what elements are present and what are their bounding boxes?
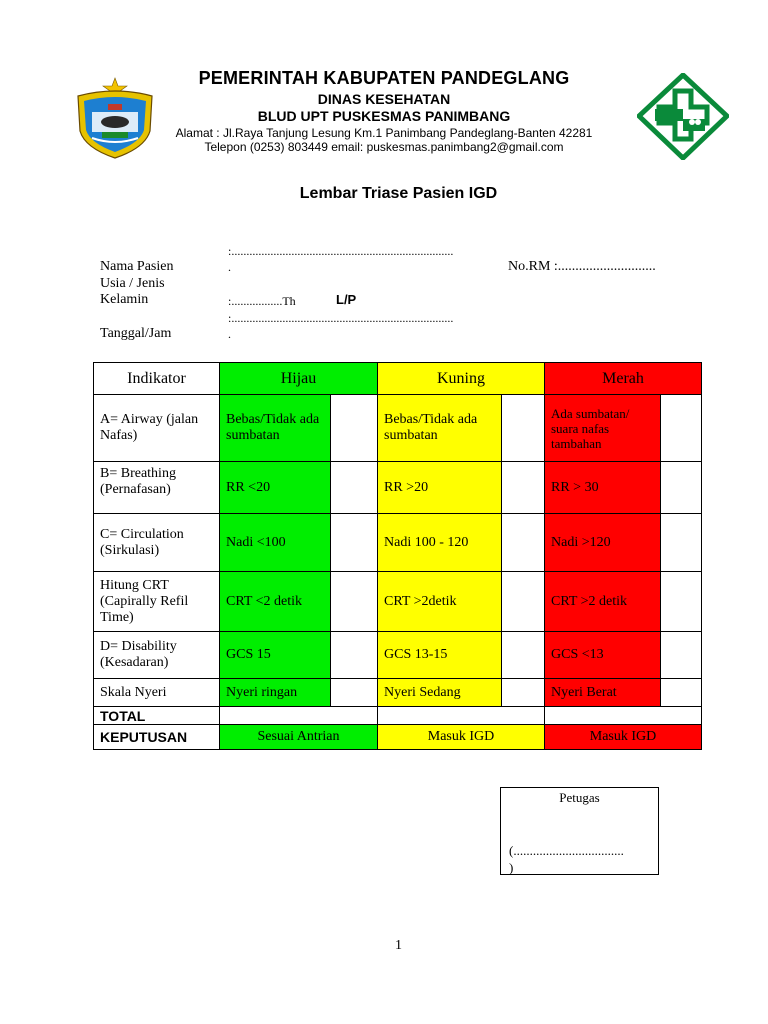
signature-line: (..................................: [509, 843, 624, 858]
yellow-cell: GCS 13-15: [378, 632, 502, 679]
red-check-cell[interactable]: [661, 679, 702, 707]
indicator-cell: B= Breathing (Pernafasan): [94, 462, 220, 514]
red-cell: CRT >2 detik: [545, 572, 661, 632]
green-cell: RR <20: [220, 462, 331, 514]
page-title: Lembar Triase Pasien IGD: [299, 185, 498, 202]
red-cell: GCS <13: [545, 632, 661, 679]
indicator-cell: A= Airway (jalan Nafas): [94, 395, 220, 462]
yellow-check-cell[interactable]: [502, 514, 545, 572]
yellow-cell: Nyeri Sedang: [378, 679, 502, 707]
red-check-cell[interactable]: [661, 395, 702, 462]
signature-title: Petugas: [559, 790, 600, 805]
total-green-cell[interactable]: [220, 707, 378, 725]
green-cell: GCS 15: [220, 632, 331, 679]
triage-table: [93, 362, 702, 750]
decision-red: Masuk IGD: [545, 725, 702, 750]
green-cell: Nadi <100: [220, 514, 331, 572]
decision-yellow: Masuk IGD: [378, 725, 545, 750]
gender-label: Kelamin: [100, 292, 149, 307]
green-cell: CRT <2 detik: [220, 572, 331, 632]
header-kuning: Kuning: [378, 363, 545, 395]
header-hijau: Hijau: [220, 363, 378, 395]
header-merah: Merah: [545, 363, 702, 395]
table-row: [94, 462, 702, 514]
rm-field: No.RM :............................: [508, 259, 656, 274]
red-check-cell[interactable]: [661, 514, 702, 572]
signature-close: ): [509, 860, 514, 875]
gender-value: L/P: [336, 292, 357, 307]
indicator-cell: D= Disability (Kesadaran): [94, 632, 220, 679]
green-check-cell[interactable]: [331, 572, 378, 632]
name-field: :..........................................................................: [228, 244, 454, 258]
yellow-check-cell[interactable]: [502, 572, 545, 632]
table-row: [94, 395, 702, 462]
yellow-check-cell[interactable]: [502, 395, 545, 462]
table-row: [94, 632, 702, 679]
age-field: :.................Th: [228, 294, 296, 308]
contact: Telepon (0253) 803449 email: puskesmas.panimbang2@gmail.com: [204, 140, 564, 154]
green-cell: Nyeri ringan: [220, 679, 331, 707]
total-label: TOTAL: [94, 707, 220, 725]
government-name: PEMERINTAH KABUPATEN PANDEGLANG: [198, 68, 570, 88]
green-check-cell[interactable]: [331, 679, 378, 707]
indicator-cell: Skala Nyeri: [94, 679, 220, 707]
age-label: Usia / Jenis: [100, 276, 165, 291]
yellow-check-cell[interactable]: [502, 462, 545, 514]
total-red-cell[interactable]: [545, 707, 702, 725]
table-row: [94, 514, 702, 572]
date-label: Tanggal/Jam: [100, 326, 172, 341]
indicator-cell: Hitung CRT (Capirally Refil Time): [94, 572, 220, 632]
red-check-cell[interactable]: [661, 632, 702, 679]
red-cell: RR > 30: [545, 462, 661, 514]
red-check-cell[interactable]: [661, 462, 702, 514]
name-label: Nama Pasien: [100, 259, 174, 274]
green-check-cell[interactable]: [331, 395, 378, 462]
green-check-cell[interactable]: [331, 514, 378, 572]
table-row: [94, 572, 702, 632]
address: Alamat : Jl.Raya Tanjung Lesung Km.1 Panimbang Pandeglang-Banten 42281: [175, 126, 593, 140]
decision-green: Sesuai Antrian: [220, 725, 378, 750]
red-cell: Nadi >120: [545, 514, 661, 572]
total-yellow-cell[interactable]: [378, 707, 545, 725]
green-check-cell[interactable]: [331, 632, 378, 679]
yellow-check-cell[interactable]: [502, 679, 545, 707]
department-name: DINAS KESEHATAN: [317, 91, 451, 107]
yellow-cell: Bebas/Tidak ada sumbatan: [378, 395, 502, 462]
yellow-cell: Nadi 100 - 120: [378, 514, 502, 572]
total-row: [94, 707, 702, 725]
unit-name: BLUD UPT PUSKESMAS PANIMBANG: [257, 108, 511, 124]
name-field-dot: .: [228, 260, 231, 274]
date-field: :..........................................................................: [228, 311, 454, 325]
green-check-cell[interactable]: [331, 462, 378, 514]
red-check-cell[interactable]: [661, 572, 702, 632]
table-row: [94, 679, 702, 707]
green-cell: Bebas/Tidak ada sumbatan: [220, 395, 331, 462]
page-number: 1: [395, 938, 402, 953]
header-indikator: Indikator: [94, 363, 220, 395]
yellow-cell: CRT >2detik: [378, 572, 502, 632]
red-cell: Ada sumbatan/ suara nafas tambahan: [545, 395, 661, 462]
yellow-check-cell[interactable]: [502, 632, 545, 679]
decision-row: [94, 725, 702, 750]
yellow-cell: RR >20: [378, 462, 502, 514]
date-field-dot: .: [228, 327, 231, 341]
red-cell: Nyeri Berat: [545, 679, 661, 707]
table-header-row: [94, 363, 702, 395]
decision-label: KEPUTUSAN: [94, 725, 220, 750]
indicator-cell: C= Circulation (Sirkulasi): [94, 514, 220, 572]
signature-box: [500, 787, 659, 875]
